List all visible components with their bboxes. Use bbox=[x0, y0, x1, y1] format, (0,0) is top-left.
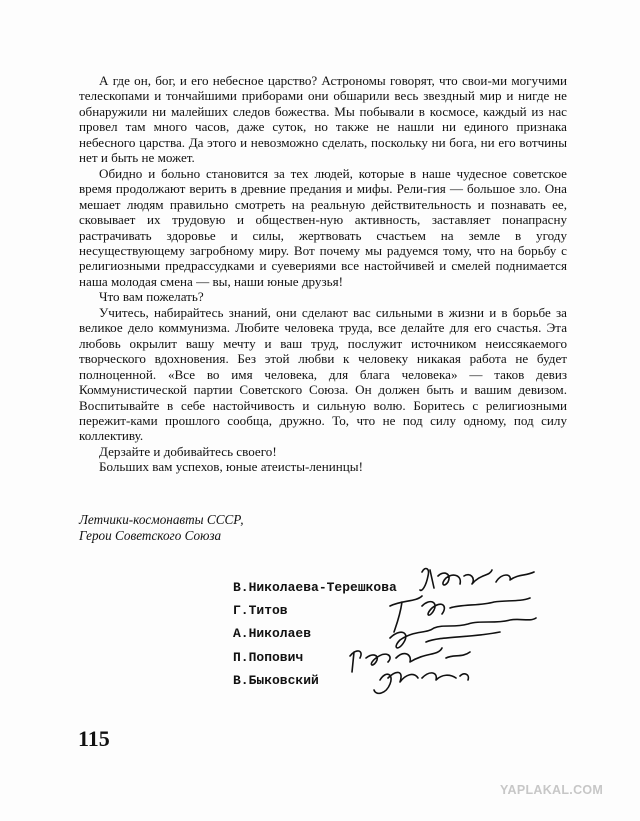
paragraph: Учитесь, набирайтесь знаний, они сделают вас сильными в жизни и в борьбе за великое дело коммунизма. Любите человека труда, все делайте для его счастья. Эта любовь окрылит вашу мечту и ваш труд, послужит источником неиссякаемого творческого вдохновения. Без этой любви к человеку никакая работа не будет полноценной. «Все во имя человека, для блага человека» — таков девиз Коммунистической партии Советского Союза. Он должен быть и вашим девизом. Воспитывайте в себе настойчивость и сильную волю. Боритесь с религиозными пережит-ками прошлого сообща, дружно. То, что не под силу одному, под силу коллективу. bbox=[79, 304, 567, 444]
handwritten-signatures bbox=[330, 562, 560, 708]
cosmonaut-name: П.Попович bbox=[233, 649, 304, 665]
paragraph: Обидно и больно становится за тех людей, которые в наше чудесное советское время продолжают верить в древние предания и мифы. Рели-гия — большое зло. Она мешает людям правильно смотреть на реальную действительность и познавать ее, сковывает их трудовую и обществен-ную активность, заставляет понапрасну растрачивать здоровье и силы, жертвовать счастьем на земле в угоду несуществующему загробному миру. Вот почему мы радуемся тому, что на борьбу с религиозными предрассудками и суевериями все настойчивей и смелей поднимается наша молодая смена — вы, наши юные друзья! bbox=[79, 165, 567, 289]
signature-bykovsky bbox=[374, 672, 468, 693]
paragraph: А где он, бог, и его небесное царство? Астрономы говорят, что свои-ми могучими телескопами и тончайшими приборами они обшарили весь звездный мир и нигде не обнаружили ни малейших следов божества. Мы побывали в космосе, каждый из нас провел там много часов, даже суток, но также не нашли ни единого признака небесного царства. Да этого и невозможно сделать, поскольку ни бога, ни его вотчины нет и быть не может. bbox=[79, 73, 567, 166]
site-watermark: YAPLAKAL.COM bbox=[500, 783, 604, 797]
cosmonaut-name: В.Николаева-Терешкова bbox=[233, 580, 397, 595]
signature-nikolaev bbox=[390, 618, 536, 648]
signature-popovich bbox=[350, 648, 470, 672]
cosmonaut-name: В.Быковский bbox=[233, 672, 319, 688]
signature-heading-line: Герои Советского Союза bbox=[79, 528, 222, 543]
cosmonaut-name: А.Николаев bbox=[233, 626, 312, 642]
signature-heading bbox=[79, 512, 244, 544]
signature-tereshkova bbox=[420, 569, 534, 591]
page-number: 115 bbox=[78, 726, 110, 751]
cosmonaut-name: Г.Титов bbox=[233, 603, 288, 619]
paragraph: Что вам пожелать? bbox=[99, 289, 204, 305]
paragraph: Больших вам успехов, юные атеисты-ленинцы! bbox=[99, 459, 363, 475]
signature-heading-line: Летчики-космонавты СССР, bbox=[79, 512, 244, 527]
signature-titov bbox=[390, 596, 530, 632]
paragraph: Дерзайте и добивайтесь своего! bbox=[99, 443, 277, 459]
letter-body bbox=[79, 73, 567, 475]
